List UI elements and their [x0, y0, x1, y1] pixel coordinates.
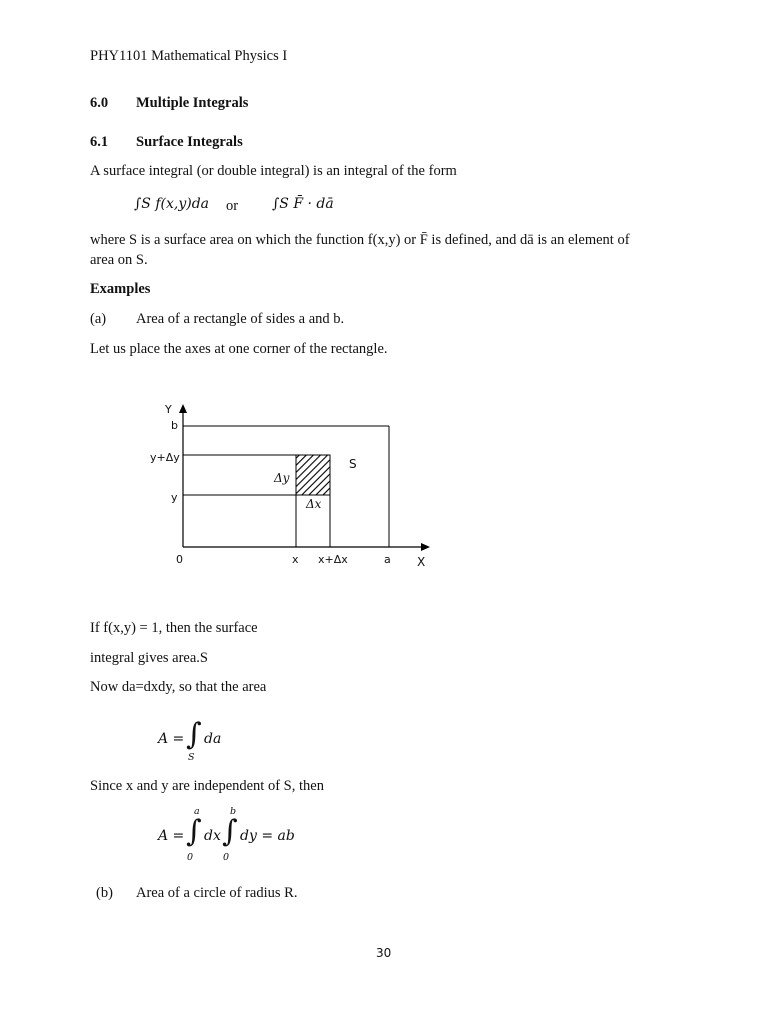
eq1-integrand: da	[204, 731, 222, 747]
example-b-label: (b)	[96, 885, 113, 901]
label-delta-x: Δx	[306, 497, 322, 511]
subsection-number: 6.1	[90, 134, 109, 150]
page-header: PHY1101 Mathematical Physics I	[90, 48, 288, 64]
eq2-lower-limit-2: 0	[223, 852, 230, 863]
integral-form-or: or	[226, 198, 239, 214]
eq2-lower-limit-1: 0	[187, 852, 194, 863]
eq1-lhs: A =	[158, 731, 185, 747]
intro-text: A surface integral (or double integral) is an integral of the form	[90, 163, 457, 179]
eq2-lhs: A =	[158, 828, 185, 844]
now-line: Now da=dxdy, so that the area	[90, 679, 267, 695]
eq2-upper-limit-1: a	[194, 806, 200, 817]
eq2-integrand-2: dy = ab	[240, 828, 295, 844]
x-axis-label: X	[417, 555, 426, 569]
eq2-integral-sign-2: ∫	[222, 814, 238, 849]
label-y: y	[171, 491, 178, 504]
if-line: If f(x,y) = 1, then the surface	[90, 620, 258, 636]
label-x: x	[292, 553, 299, 566]
label-b: b	[171, 419, 178, 432]
eq1-integral-sign: ∫	[186, 717, 202, 752]
label-origin: 0	[176, 553, 183, 566]
label-a: a	[384, 553, 391, 566]
rectangle-diagram	[0, 400, 768, 600]
examples-heading: Examples	[90, 281, 151, 297]
y-axis-arrow	[179, 404, 187, 413]
eq2-integral-sign-1: ∫	[186, 814, 202, 849]
hatched-area-element	[296, 455, 330, 495]
subsection-title: Surface Integrals	[136, 134, 243, 150]
where-line-1: where S is a surface area on which the function f(x,y) or F̄ is defined, and dā is an element of	[90, 232, 630, 248]
since-line: Since x and y are independent of S, then	[90, 778, 324, 794]
integral-form-vector: ∫S F̄ · dā	[272, 196, 334, 212]
section-title: Multiple Integrals	[136, 95, 249, 111]
page-number: 30	[376, 946, 392, 960]
where-line-2: area on S.	[90, 252, 148, 268]
integral-form-scalar: ∫S f(x,y)da	[134, 196, 210, 212]
example-a-label: (a)	[90, 311, 107, 327]
example-a-text: Area of a rectangle of sides a and b.	[136, 311, 345, 327]
eq1-subscript: S	[188, 752, 195, 763]
y-axis-label: Y	[165, 403, 172, 416]
section-number: 6.0	[90, 95, 109, 111]
x-axis-arrow	[421, 543, 430, 551]
integral-gives-line: integral gives area.S	[90, 650, 208, 666]
example-b-text: Area of a circle of radius R.	[136, 885, 298, 901]
axes-note: Let us place the axes at one corner of the rectangle.	[90, 341, 388, 357]
label-x-plus-dx: x+Δx	[318, 553, 348, 566]
label-delta-y: Δy	[274, 471, 290, 485]
label-y-plus-dy: y+Δy	[150, 451, 180, 464]
eq2-upper-limit-2: b	[230, 806, 237, 817]
label-surface-s: S	[349, 457, 357, 471]
eq2-integrand-1: dx	[204, 828, 221, 844]
